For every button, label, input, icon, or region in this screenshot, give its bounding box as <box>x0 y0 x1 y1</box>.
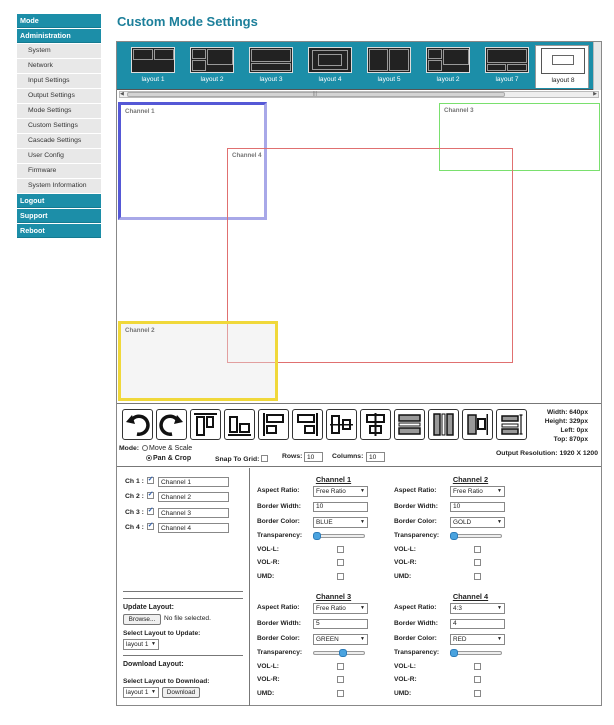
vol-l-checkbox[interactable] <box>474 663 481 670</box>
redo-icon <box>159 412 184 437</box>
transparency-slider[interactable] <box>450 651 502 655</box>
layout-preview-icon <box>131 47 175 73</box>
transparency-label: Transparency: <box>257 532 303 539</box>
border-color-label: Border Color: <box>394 635 437 642</box>
channel-window-label: Channel 4 <box>232 152 262 159</box>
rows-input[interactable]: 10 <box>304 452 323 462</box>
nav-support[interactable]: Support <box>17 209 101 223</box>
download-button[interactable]: Download <box>162 687 200 698</box>
move-scale-label: Move & Scale <box>149 445 193 452</box>
umd-checkbox[interactable] <box>337 573 344 580</box>
channel-window-label: Channel 2 <box>125 327 155 334</box>
umd-label: UMD: <box>257 690 275 697</box>
align-top-left-button[interactable] <box>258 409 289 440</box>
move-scale-radio[interactable] <box>142 445 148 451</box>
select-update-label: Select Layout to Update: <box>123 630 201 637</box>
channel-settings-title: Channel 2 <box>452 475 489 484</box>
aspect-ratio-select[interactable] <box>313 603 368 614</box>
border-width-input[interactable]: 4 <box>450 619 505 629</box>
layout-thumb-label: layout 2 <box>200 76 224 83</box>
layout-thumb-label: layout 5 <box>377 76 401 83</box>
browse-button[interactable]: Browse... <box>123 614 161 625</box>
channel-window-label: Channel 3 <box>444 107 474 114</box>
chevron-down-icon: ▼ <box>497 488 502 494</box>
center-horizontal-button[interactable] <box>326 409 357 440</box>
layout-strip-vertical-scrollbar[interactable] <box>593 42 601 90</box>
aspect-ratio-label: Aspect Ratio: <box>257 487 300 494</box>
height-readout: Height: 329px <box>544 418 588 425</box>
nav-logout[interactable]: Logout <box>17 194 101 208</box>
update-layout-title: Update Layout: <box>123 604 174 611</box>
nav-firmware[interactable]: Firmware <box>17 164 101 178</box>
border-width-input[interactable]: 5 <box>313 619 368 629</box>
channel-row-1 <box>125 477 192 488</box>
align-top-right-button[interactable] <box>292 409 323 440</box>
distribute-horizontal-icon <box>397 412 422 437</box>
channel-row-label: Ch 4 : <box>125 524 144 531</box>
divider <box>123 598 243 599</box>
chevron-down-icon: ▼ <box>360 519 365 525</box>
layout-strip <box>117 42 601 90</box>
slider-knob[interactable] <box>450 649 458 657</box>
vol-l-label: VOL-L: <box>394 663 416 670</box>
snap-to-grid-checkbox[interactable] <box>261 455 268 462</box>
channel-row-2 <box>125 492 192 503</box>
vol-l-checkbox[interactable] <box>337 546 344 553</box>
channel-settings-title: Channel 3 <box>315 592 352 601</box>
transparency-slider[interactable] <box>450 534 502 538</box>
border-color-value: RED <box>453 636 467 643</box>
layout-preview-icon <box>367 47 411 73</box>
border-color-label: Border Color: <box>257 635 300 642</box>
download-layout-select[interactable] <box>123 687 159 698</box>
layout-thumb-5[interactable] <box>362 45 416 88</box>
aspect-ratio-label: Aspect Ratio: <box>394 604 437 611</box>
channel-settings-panel <box>251 468 601 706</box>
channel-row-3 <box>125 508 192 519</box>
border-width-input[interactable]: 10 <box>450 502 505 512</box>
border-color-value: GREEN <box>316 636 339 643</box>
aspect-ratio-label: Aspect Ratio: <box>394 487 437 494</box>
chevron-down-icon: ▼ <box>497 519 502 525</box>
layout-strip-horizontal-scrollbar[interactable] <box>119 91 599 98</box>
layout-preview-icon <box>485 47 529 73</box>
select-download-label: Select Layout to Download: <box>123 678 210 685</box>
layout-thumb-1[interactable] <box>126 45 180 88</box>
border-color-label: Border Color: <box>394 518 437 525</box>
vol-l-checkbox[interactable] <box>337 663 344 670</box>
columns-input[interactable]: 10 <box>366 452 385 462</box>
slider-knob[interactable] <box>450 532 458 540</box>
slider-knob[interactable] <box>339 649 347 657</box>
alignment-toolbar <box>117 405 601 467</box>
border-width-label: Border Width: <box>257 503 301 510</box>
chevron-down-icon: ▼ <box>360 636 365 642</box>
channel-4-checkbox[interactable] <box>147 523 154 530</box>
umd-checkbox[interactable] <box>337 690 344 697</box>
vol-l-label: VOL-L: <box>257 663 279 670</box>
channel-3-checkbox[interactable] <box>147 508 154 515</box>
layout-thumb-label: layout 4 <box>318 76 342 83</box>
vol-r-label: VOL-R: <box>394 559 417 566</box>
align-right-button[interactable] <box>462 409 493 440</box>
layout-preview-icon <box>426 47 470 73</box>
vol-l-label: VOL-L: <box>257 546 279 553</box>
aspect-ratio-value: Free Ratio <box>316 605 346 612</box>
nav-system-information[interactable]: System Information <box>17 179 101 193</box>
umd-label: UMD: <box>257 573 275 580</box>
download-layout-title: Download Layout: <box>123 661 184 668</box>
aspect-ratio-select[interactable] <box>313 486 368 497</box>
channel-row-label: Ch 3 : <box>125 509 144 516</box>
channel-1-name-input[interactable]: Channel 1 <box>158 477 229 487</box>
scroll-left-icon[interactable]: ◀ <box>120 91 124 97</box>
nav-input-settings[interactable]: Input Settings <box>17 74 101 88</box>
channel-window-2[interactable] <box>118 321 278 401</box>
nav-system[interactable]: System <box>17 44 101 58</box>
channel-list-panel <box>117 468 250 706</box>
align-right-icon <box>465 412 490 437</box>
vol-r-checkbox[interactable] <box>474 676 481 683</box>
snap-label: Snap To Grid: <box>215 456 260 463</box>
distribute-vertical-icon <box>431 412 456 437</box>
grip-icon: ||| <box>313 91 317 97</box>
top-readout: Top: 870px <box>553 436 588 443</box>
align-top-left-icon <box>261 412 286 437</box>
border-width-label: Border Width: <box>394 503 438 510</box>
aspect-ratio-value: 4:3 <box>453 605 462 612</box>
chevron-down-icon: ▼ <box>151 689 156 695</box>
channel-2-name-input[interactable]: Channel 2 <box>158 492 229 502</box>
align-left-tall-button[interactable] <box>190 409 221 440</box>
layout-preview-icon <box>541 48 585 74</box>
align-left-tall-icon <box>193 412 218 437</box>
vol-r-label: VOL-R: <box>394 676 417 683</box>
channel-2-checkbox[interactable] <box>147 492 154 499</box>
transparency-label: Transparency: <box>257 649 303 656</box>
align-middle-icon <box>499 412 524 437</box>
channel-3-name-input[interactable]: Channel 3 <box>158 508 229 518</box>
channel-settings-title: Channel 4 <box>452 592 489 601</box>
align-bottom-icon <box>227 412 252 437</box>
update-layout-select[interactable] <box>123 639 159 650</box>
pan-crop-radio[interactable] <box>146 455 152 461</box>
umd-label: UMD: <box>394 690 412 697</box>
page-title: Custom Mode Settings <box>117 14 258 29</box>
nav-network[interactable]: Network <box>17 59 101 73</box>
layout-preview-icon <box>308 47 352 73</box>
aspect-ratio-label: Aspect Ratio: <box>257 604 300 611</box>
vol-r-checkbox[interactable] <box>474 559 481 566</box>
vol-r-checkbox[interactable] <box>337 559 344 566</box>
transparency-slider[interactable] <box>313 534 365 538</box>
left-readout: Left: 0px <box>560 427 588 434</box>
move-scale-option[interactable] <box>142 445 192 452</box>
divider <box>123 591 243 592</box>
vol-r-checkbox[interactable] <box>337 676 344 683</box>
pan-crop-option[interactable] <box>146 455 191 462</box>
channel-settings-title: Channel 1 <box>315 475 352 484</box>
center-vertical-icon <box>363 412 388 437</box>
border-width-label: Border Width: <box>257 620 301 627</box>
mode-label: Mode: <box>119 445 140 452</box>
scroll-thumb[interactable] <box>127 92 505 97</box>
distribute-horizontal-button[interactable] <box>394 409 425 440</box>
layout-thumb-label: layout 1 <box>141 76 165 83</box>
channel-4-settings <box>388 592 553 707</box>
layout-thumb-7[interactable] <box>480 45 534 88</box>
border-color-select[interactable] <box>313 517 368 528</box>
sidebar <box>17 14 101 239</box>
nav-output-settings[interactable]: Output Settings <box>17 89 101 103</box>
nav-reboot[interactable]: Reboot <box>17 224 101 238</box>
layout-thumb-4[interactable] <box>303 45 357 88</box>
distribute-vertical-button[interactable] <box>428 409 459 440</box>
channel-1-checkbox[interactable] <box>147 477 154 484</box>
border-color-select[interactable] <box>450 634 505 645</box>
border-color-value: GOLD <box>453 519 472 526</box>
channel-row-label: Ch 2 : <box>125 493 144 500</box>
center-vertical-button[interactable] <box>360 409 391 440</box>
width-readout: Width: 640px <box>547 409 588 416</box>
snap-to-grid <box>215 455 268 463</box>
nav-mode-settings[interactable]: Mode Settings <box>17 104 101 118</box>
undo-icon <box>125 412 150 437</box>
vol-l-checkbox[interactable] <box>474 546 481 553</box>
divider <box>123 655 243 656</box>
layout-preview-icon <box>190 47 234 73</box>
channel-window-label: Channel 1 <box>125 108 155 115</box>
channel-2-settings <box>388 475 553 590</box>
aspect-ratio-select[interactable] <box>450 603 505 614</box>
layout-thumb-3[interactable] <box>244 45 298 88</box>
chevron-down-icon: ▼ <box>497 605 502 611</box>
layout-thumb-6[interactable] <box>421 45 475 88</box>
custom-layout-editor <box>116 41 602 706</box>
align-middle-button[interactable] <box>496 409 527 440</box>
aspect-ratio-value: Free Ratio <box>316 488 346 495</box>
nav-custom-settings[interactable]: Custom Settings <box>17 119 101 133</box>
layout-preview-icon <box>249 47 293 73</box>
center-horizontal-icon <box>329 412 354 437</box>
chevron-down-icon: ▼ <box>360 605 365 611</box>
umd-checkbox[interactable] <box>474 573 481 580</box>
border-color-select[interactable] <box>313 634 368 645</box>
vol-l-label: VOL-L: <box>394 546 416 553</box>
border-color-select[interactable] <box>450 517 505 528</box>
chevron-down-icon: ▼ <box>151 641 156 647</box>
pan-crop-label: Pan & Crop <box>153 455 192 462</box>
align-bottom-button[interactable] <box>224 409 255 440</box>
nav-administration[interactable]: Administration <box>17 29 101 43</box>
chevron-down-icon: ▼ <box>497 636 502 642</box>
border-color-label: Border Color: <box>257 518 300 525</box>
transparency-label: Transparency: <box>394 532 440 539</box>
chevron-down-icon: ▼ <box>360 488 365 494</box>
columns-label: Columns: <box>332 453 364 460</box>
layout-canvas[interactable] <box>117 100 601 404</box>
nav-cascade-settings[interactable]: Cascade Settings <box>17 134 101 148</box>
vol-r-label: VOL-R: <box>257 559 280 566</box>
slider-knob[interactable] <box>313 532 321 540</box>
layout-thumb-label: layout 8 <box>551 77 575 84</box>
vol-r-label: VOL-R: <box>257 676 280 683</box>
channel-4-name-input[interactable]: Channel 4 <box>158 523 229 533</box>
aspect-ratio-value: Free Ratio <box>453 488 483 495</box>
umd-label: UMD: <box>394 573 412 580</box>
layout-thumb-label: layout 3 <box>259 76 283 83</box>
output-resolution: Output Resolution: 1920 X 1200 <box>496 450 598 457</box>
border-width-label: Border Width: <box>394 620 438 627</box>
channel-row-4 <box>125 523 192 534</box>
layout-thumb-8[interactable] <box>535 45 589 88</box>
nav-mode[interactable]: Mode <box>17 14 101 28</box>
channel-row-label: Ch 1 : <box>125 478 144 485</box>
aspect-ratio-select[interactable] <box>450 486 505 497</box>
nav-user-config[interactable]: User Config <box>17 149 101 163</box>
transparency-slider[interactable] <box>313 651 365 655</box>
no-file-label: No file selected. <box>164 615 211 622</box>
window-dimensions <box>545 408 588 444</box>
transparency-label: Transparency: <box>394 649 440 656</box>
redo-button[interactable] <box>156 409 187 440</box>
border-color-value: BLUE <box>316 519 333 526</box>
scroll-right-icon[interactable]: ▶ <box>593 91 597 97</box>
border-width-input[interactable]: 10 <box>313 502 368 512</box>
layout-thumb-2[interactable] <box>185 45 239 88</box>
umd-checkbox[interactable] <box>474 690 481 697</box>
layout-thumb-label: layout 7 <box>495 76 519 83</box>
layout-thumb-label: layout 2 <box>436 76 460 83</box>
align-top-right-icon <box>295 412 320 437</box>
update-layout-value: layout 1 <box>126 641 149 648</box>
download-layout-value: layout 1 <box>126 689 149 696</box>
undo-button[interactable] <box>122 409 153 440</box>
rows-label: Rows: <box>282 453 303 460</box>
